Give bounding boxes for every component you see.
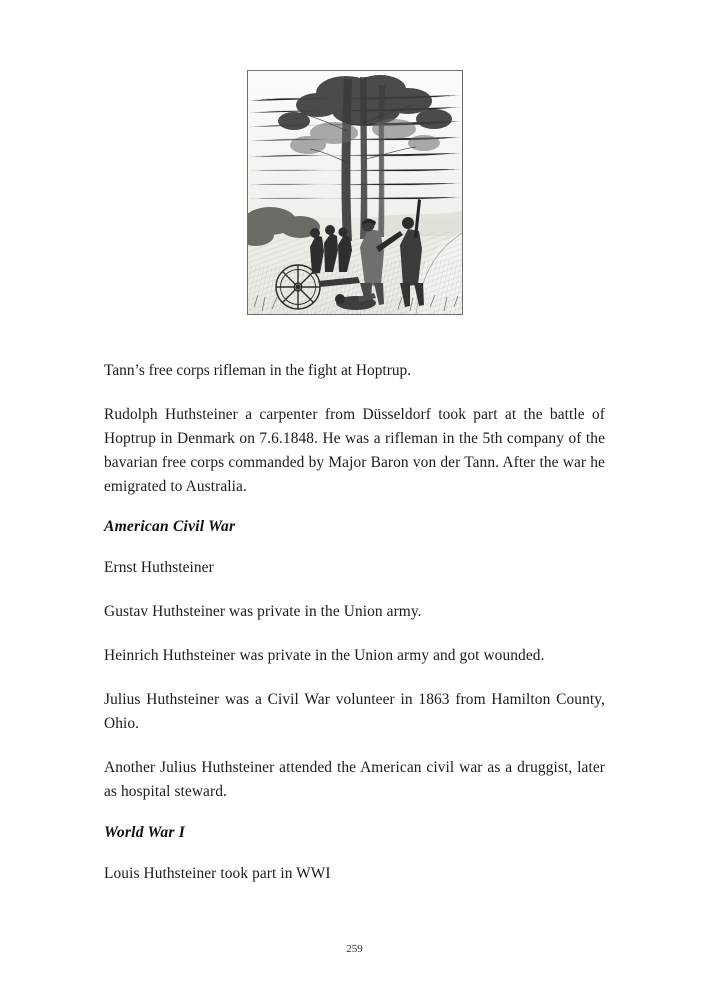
body-paragraph: Ernst Huthsteiner	[104, 559, 214, 577]
body-paragraph: Another Julius Huthsteiner attended the American civil war as a druggist, later as hospital steward.	[104, 758, 605, 800]
page-number: 259	[346, 943, 363, 955]
section-heading-american-civil-war: American Civil War	[104, 518, 236, 536]
engraving-riflemen-scene	[247, 70, 463, 315]
page-content	[104, 70, 605, 905]
figure-block	[104, 70, 605, 315]
body-paragraph: Gustav Huthsteiner was private in the Union army.	[104, 603, 422, 621]
body-paragraph: Louis Huthsteiner took part in WWI	[104, 864, 331, 882]
body-paragraph: Rudolph Huthsteiner a carpenter from Düsseldorf took part at the battle of Hoptrup in Denmark on 7.6.1848. He was a rifleman in the 5th company of the bavarian free corps commanded by Major Baron von der Tann. After the war he emigrated to Australia.	[104, 405, 605, 495]
section-heading-world-war-i: World War I	[104, 823, 186, 841]
body-paragraph: Julius Huthsteiner was a Civil War volunteer in 1863 from Hamilton County, Ohio.	[104, 691, 605, 732]
figure-caption: Tann’s free corps rifleman in the fight at Hoptrup.	[104, 362, 412, 379]
body-paragraph: Heinrich Huthsteiner was private in the Union army and got wounded.	[104, 647, 545, 665]
